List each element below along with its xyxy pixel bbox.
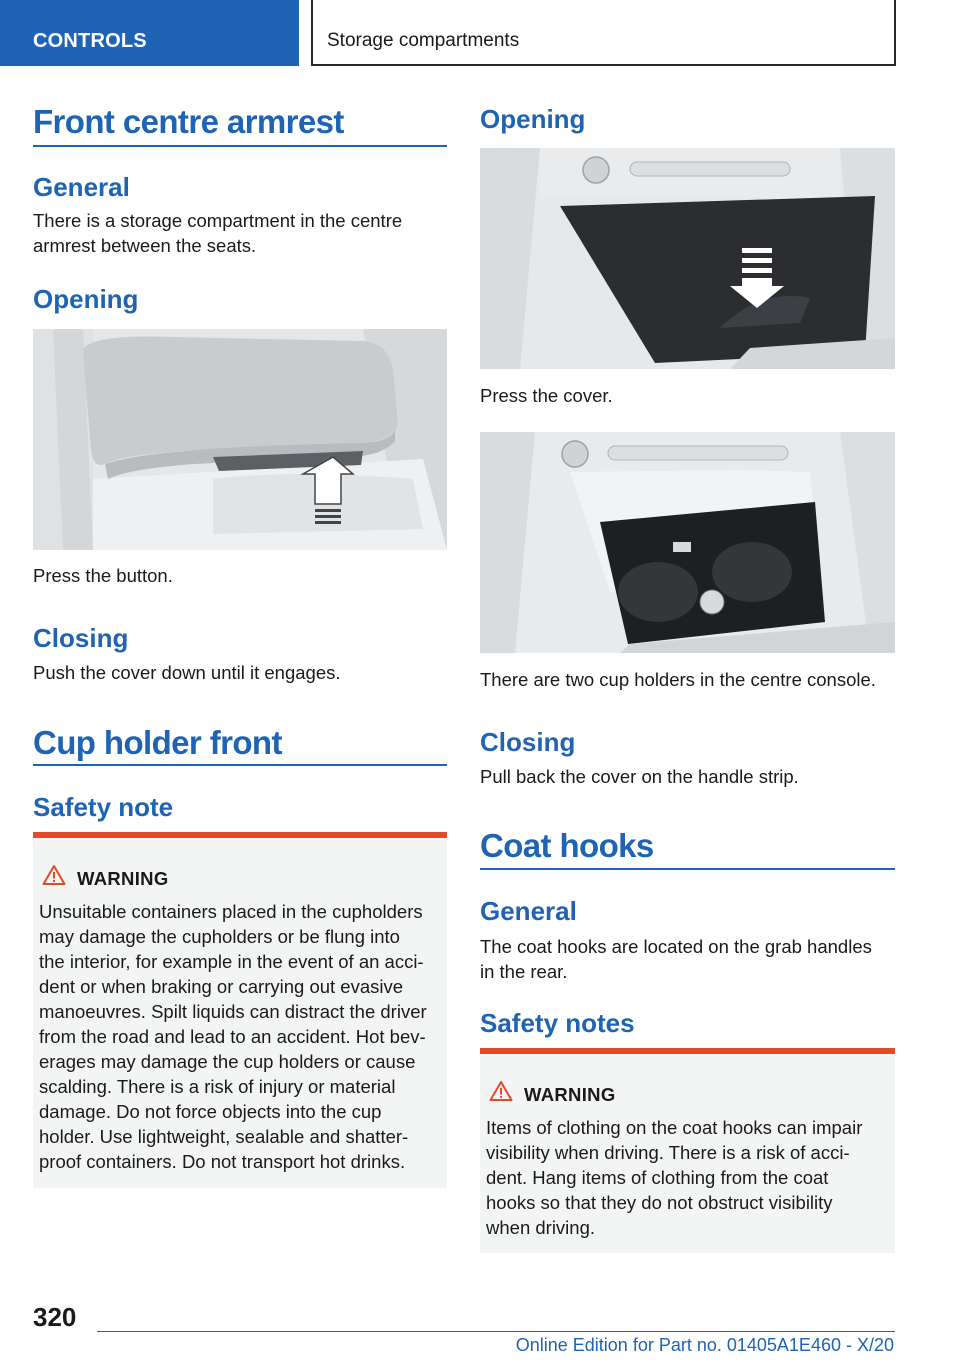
armrest-general-line-2: armrest between the seats. <box>33 235 257 256</box>
armrest-general-heading: General <box>33 172 130 202</box>
warning-line: erages may damage the cup holders or cause <box>39 1051 416 1072</box>
warning-line: hooks so that they do not obstruct visibility <box>486 1192 833 1213</box>
cup-holders-caption: There are two cup holders in the centre console. <box>480 669 876 690</box>
coat-hooks-title: Coat hooks <box>480 827 654 864</box>
title-rule <box>33 145 447 147</box>
coat-general-line-1: The coat hooks are located on the grab handles <box>480 936 872 957</box>
warning-line: damage. Do not force objects into the cup <box>39 1101 382 1122</box>
warning-title: WARNING <box>77 868 169 889</box>
warning-title: WARNING <box>524 1084 616 1105</box>
cup-warning-box <box>33 832 447 1188</box>
armrest-opening-caption: Press the button. <box>33 565 173 586</box>
cup-holders-illustration <box>480 432 895 653</box>
edition-text: Online Edition for Part no. 01405A1E460 - X/20 <box>515 1335 894 1355</box>
warning-line: proof containers. Do not transport hot drinks. <box>39 1151 406 1172</box>
cup-safety-heading: Safety note <box>33 792 174 822</box>
armrest-closing-heading: Closing <box>33 623 129 653</box>
armrest-general-line-1: There is a storage compartment in the centre <box>33 210 403 231</box>
cup-cover-illustration <box>480 148 895 369</box>
coat-warning-box <box>480 1048 895 1253</box>
coat-general-heading: General <box>480 896 577 926</box>
title-rule <box>480 868 895 870</box>
cup-holder-title: Cup holder front <box>33 724 282 761</box>
cup-closing-text: Pull back the cover on the handle strip. <box>480 766 799 787</box>
coat-safety-heading: Safety notes <box>480 1008 635 1038</box>
warning-triangle-icon <box>489 1080 513 1102</box>
cup-opening-caption: Press the cover. <box>480 385 613 406</box>
armrest-illustration <box>33 329 447 550</box>
cup-closing-heading: Closing <box>480 727 576 757</box>
warning-line: may damage the cupholders or be flung into <box>39 926 400 947</box>
warning-line: the interior, for example in the event of an acci- <box>39 951 424 972</box>
chapter-tab <box>311 0 896 66</box>
warning-line: Items of clothing on the coat hooks can impair <box>486 1117 863 1138</box>
cup-opening-heading: Opening <box>480 104 586 134</box>
warning-line: Unsuitable containers placed in the cupholders <box>39 901 423 922</box>
armrest-title: Front centre armrest <box>33 103 344 140</box>
warning-line: scalding. There is a risk of injury or material <box>39 1076 396 1097</box>
section-label: CONTROLS <box>33 30 147 52</box>
warning-line: dent. Hang items of clothing from the coat <box>486 1167 829 1188</box>
warning-line: dent or when braking or carrying out evasive <box>39 976 404 997</box>
warning-line: from the road and lead to an accident. Hot bev- <box>39 1026 426 1047</box>
warning-line: visibility when driving. There is a risk of acci- <box>486 1142 850 1163</box>
coat-general-line-2: in the rear. <box>480 961 568 982</box>
warning-line: when driving. <box>486 1217 596 1238</box>
warning-triangle-icon <box>42 864 66 886</box>
warning-line: manoeuvres. Spilt liquids can distract the driver <box>39 1001 427 1022</box>
section-tab <box>0 0 299 66</box>
footer-rule <box>97 1331 895 1332</box>
page-number: 320 <box>33 1302 77 1332</box>
title-rule <box>33 764 447 766</box>
armrest-opening-heading: Opening <box>33 284 139 314</box>
armrest-closing-text: Push the cover down until it engages. <box>33 662 341 683</box>
chapter-label: Storage compartments <box>327 30 520 51</box>
warning-line: holder. Use lightweight, sealable and shatter- <box>39 1126 409 1147</box>
